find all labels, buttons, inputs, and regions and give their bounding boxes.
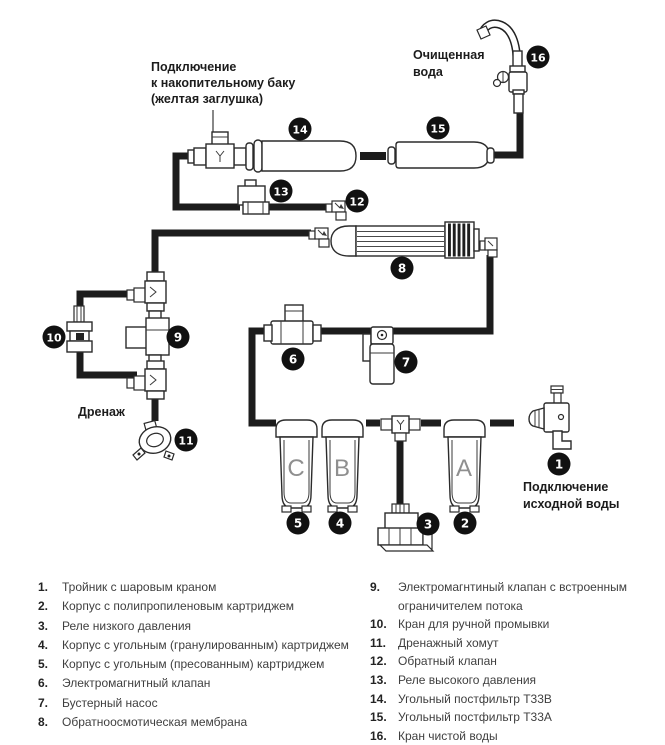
source-water-line1: Подключение <box>523 480 609 494</box>
legend-num-14: 14. <box>370 691 387 706</box>
legend-text-6: Электромагнитный клапан <box>62 676 211 691</box>
postfilter-t33b <box>246 140 356 172</box>
legend-text-15: Угольный постфильтр T33A <box>398 710 552 725</box>
filter-letter-a: A <box>455 455 473 482</box>
legend-item-9 <box>370 578 650 615</box>
legend-text-1: Тройник с шаровым краном <box>62 580 217 594</box>
legend-text-14: Угольный постфильтр T33B <box>398 691 552 706</box>
svg-text:14: 14 <box>292 123 308 137</box>
svg-text:1: 1 <box>554 457 564 472</box>
svg-text:13: 13 <box>273 185 289 199</box>
manual-flush-valve <box>67 306 92 352</box>
legend-num-6: 6. <box>38 676 49 691</box>
legend-item-6 <box>38 674 352 693</box>
feed-ball-valve <box>529 386 571 449</box>
drain-tee-bottom <box>127 361 166 399</box>
filter-letter-b: B <box>333 455 351 482</box>
legend-item-2 <box>38 597 352 616</box>
booster-pump <box>363 327 394 384</box>
legend-text-16: Кран чистой воды <box>398 728 498 743</box>
legend-num-1: 1. <box>38 580 49 594</box>
legend-text-9: Электромагнтиный клапан с встроенным ограничителем потока <box>398 580 627 613</box>
legend-item-16 <box>370 727 650 745</box>
legend-item-13 <box>370 671 650 690</box>
svg-text:7: 7 <box>401 355 411 370</box>
legend-item-14 <box>370 690 650 709</box>
tank-label-line3: (желтая заглушка) <box>151 92 264 106</box>
legend-num-3: 3. <box>38 618 49 633</box>
legend-column-left <box>38 571 352 745</box>
svg-text:15: 15 <box>430 122 446 136</box>
legend-item-3 <box>38 617 352 636</box>
svg-text:10: 10 <box>46 331 62 345</box>
legend-item-4 <box>38 636 352 655</box>
clean-water-label <box>413 47 485 81</box>
solenoid-valve <box>264 305 321 344</box>
drain-label: Дренаж <box>78 405 125 419</box>
source-water-line2: исходной воды <box>523 497 620 511</box>
svg-text:16: 16 <box>530 51 546 65</box>
badge-2 <box>454 512 477 535</box>
legend-item-5 <box>38 655 352 674</box>
legend-text-4: Корпус с угольным (гранулированным) картриджем <box>62 637 349 652</box>
clean-water-line2: вода <box>413 65 443 79</box>
legend-text-2: Корпус с полипропиленовым картриджем <box>62 599 295 614</box>
legend-text-8: Обратноосмотическая мембрана <box>62 715 248 730</box>
svg-text:12: 12 <box>349 195 365 209</box>
legend-num-8: 8. <box>38 715 49 730</box>
badge-13 <box>270 180 293 203</box>
legend-text-5: Корпус с угольным (пресованным) картриджем <box>62 657 325 672</box>
legend-item-1 <box>38 578 352 597</box>
inlet-tee-fitting <box>381 416 420 441</box>
badge-15 <box>427 117 450 140</box>
membrane-inlet-elbow <box>309 228 329 247</box>
badge-11 <box>175 429 198 452</box>
badge-10 <box>43 326 66 349</box>
svg-text:3: 3 <box>423 517 433 532</box>
flow-restrictor-solenoid <box>126 311 169 363</box>
badge-16 <box>527 46 550 69</box>
legend-num-13: 13. <box>370 672 387 687</box>
legend-num-12: 12. <box>370 654 387 669</box>
legend-num-9: 9. <box>370 580 381 594</box>
badge-7 <box>395 351 418 374</box>
legend-num-11: 11. <box>370 635 387 650</box>
svg-text:4: 4 <box>335 516 345 531</box>
legend-num-10: 10. <box>370 617 387 632</box>
svg-text:8: 8 <box>397 261 407 276</box>
svg-text:6: 6 <box>288 352 298 367</box>
tank-label-line2: к накопительному баку <box>151 76 296 90</box>
badge-9 <box>167 326 190 349</box>
ro-membrane <box>331 222 497 258</box>
svg-text:11: 11 <box>178 434 194 448</box>
high-pressure-switch <box>238 180 269 214</box>
legend-text-10: Кран для ручной промывки <box>398 617 550 632</box>
legend-text-11: Дренажный хомут <box>398 635 499 650</box>
legend-text-12: Обратный клапан <box>398 654 497 669</box>
legend-num-16: 16. <box>370 728 387 743</box>
badge-4 <box>329 512 352 535</box>
filter-letter-c: C <box>287 455 305 482</box>
tank-tee-fitting <box>188 132 246 168</box>
check-valve <box>326 201 346 220</box>
source-water-label <box>523 479 619 513</box>
badge-6 <box>282 348 305 371</box>
drain-tee-top <box>127 272 166 311</box>
badge-14 <box>289 118 312 141</box>
svg-text:5: 5 <box>293 516 303 531</box>
legend-item-12 <box>370 652 650 671</box>
legend-item-8 <box>38 713 352 732</box>
legend-column-right <box>370 571 650 745</box>
legend <box>0 571 665 745</box>
legend-num-5: 5. <box>38 657 49 672</box>
badge-12 <box>346 190 369 213</box>
legend-text-3: Реле низкого давления <box>62 618 192 633</box>
legend-text-7: Бустерный насос <box>62 695 158 710</box>
legend-item-10 <box>370 615 650 634</box>
badge-3 <box>417 513 440 536</box>
legend-item-15 <box>370 708 650 727</box>
svg-text:2: 2 <box>460 516 470 531</box>
legend-num-4: 4. <box>38 637 49 652</box>
badge-8 <box>391 257 414 280</box>
legend-item-7 <box>38 694 352 713</box>
legend-text-13: Реле высокого давления <box>398 672 537 687</box>
badge-1 <box>548 453 571 476</box>
legend-num-2: 2. <box>38 599 49 614</box>
clean-water-line1: Очищенная <box>413 48 485 62</box>
tank-connection-label <box>151 59 295 107</box>
legend-num-7: 7. <box>38 695 49 710</box>
svg-text:9: 9 <box>173 330 183 345</box>
tank-label-line1: Подключение <box>151 60 237 74</box>
postfilter-t33a <box>388 142 494 168</box>
legend-num-15: 15. <box>370 710 387 725</box>
legend-item-11 <box>370 634 650 653</box>
badge-5 <box>287 512 310 535</box>
drain-clamp <box>133 421 174 460</box>
